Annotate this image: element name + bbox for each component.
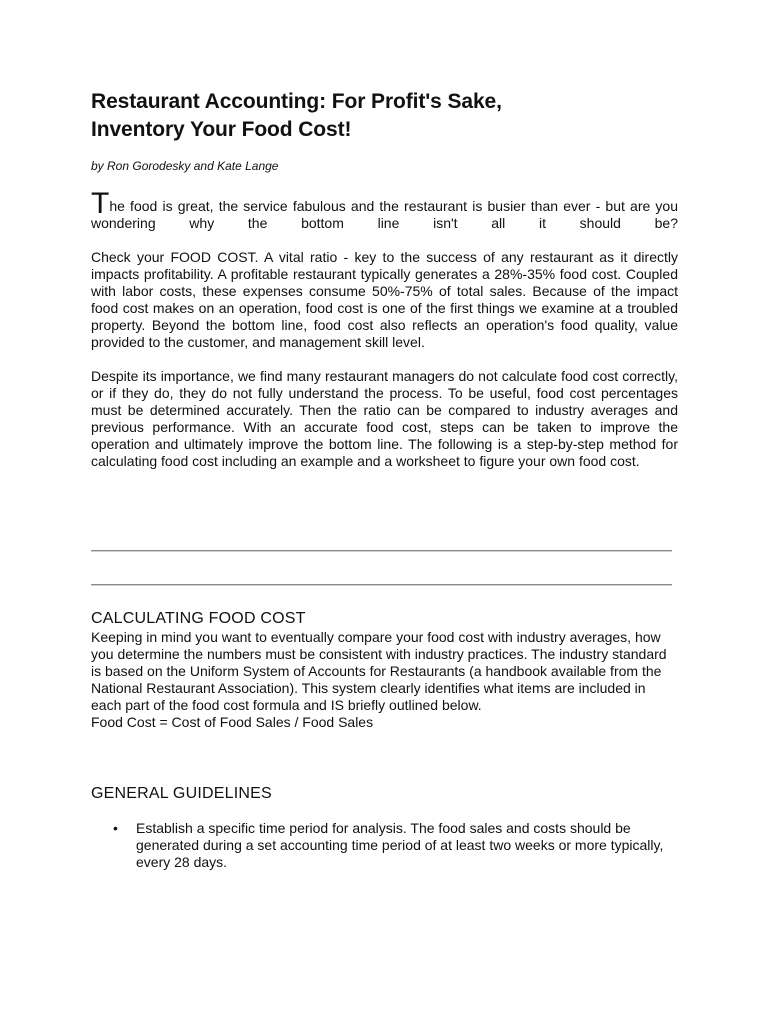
list-item [91, 820, 678, 871]
section-heading-calculating: CALCULATING FOOD COST [91, 610, 306, 627]
paragraph-importance: Despite its importance, we find many restaurant managers do not calculate food cost correctly, or if they do, they do not fully understand the process. To be useful, food cost percentages must be determined accurately. Then the ratio can be compared to industry averages and previous performance. With an accurate food cost, steps can be taken to improve the operation and ultimately improve the bottom line. The following is a step-by-step method for calculating food cost including an example and a worksheet to figure your own food cost. [91, 368, 678, 469]
article-title [91, 88, 678, 144]
divider-line [91, 584, 672, 586]
calculating-body: Keeping in mind you want to eventually compare your food cost with industry averages, how you determine the numbers must be consistent with industry practices. The industry standard is based on the Uniform System of Accounts for Restaurants (a handbook available from the National Restaurant Association). This system clearly identifies what items are included in each part of the food cost formula and IS briefly outlined below. [91, 629, 667, 713]
guidelines-section [91, 784, 678, 871]
guidelines-list [91, 820, 678, 871]
food-cost-formula: Food Cost = Cost of Food Sales / Food Sales [91, 714, 374, 730]
bullet-icon: • [113, 820, 118, 836]
paragraph-food-cost: Check your FOOD COST. A vital ratio - key to the success of any restaurant as it directly impacts profitability. A profitable restaurant typically generates a 28%-35% food cost. Coupled with labor costs, these expenses consume 50%-75% of total sales. Because of the impact food cost makes on an operation, food cost is one of the first things we examine at a troubled property. Beyond the bottom line, food cost also reflects an operation's food quality, value provided to the customer, and management skill level. [91, 249, 678, 350]
intro-text: he food is great, the service fabulous and the restaurant is busier than ever - but are you wondering why the bottom line isn't all it should be? [91, 198, 678, 231]
calculating-section [91, 609, 678, 731]
article-header [91, 88, 678, 470]
intro-paragraph [91, 189, 678, 232]
article-title-line2: Inventory Your Food Cost! [91, 118, 352, 141]
section-heading-guidelines: GENERAL GUIDELINES [91, 785, 272, 802]
byline: by Ron Gorodesky and Kate Lange [91, 159, 279, 173]
list-item-text: Establish a specific time period for analysis. The food sales and costs should be generated during a set accounting time period of at least two weeks or more typically, every 28 days. [136, 820, 664, 870]
article-title-line1: Restaurant Accounting: For Profit's Sake, [91, 90, 502, 113]
drop-cap: T [91, 187, 110, 220]
divider-line [91, 550, 672, 552]
